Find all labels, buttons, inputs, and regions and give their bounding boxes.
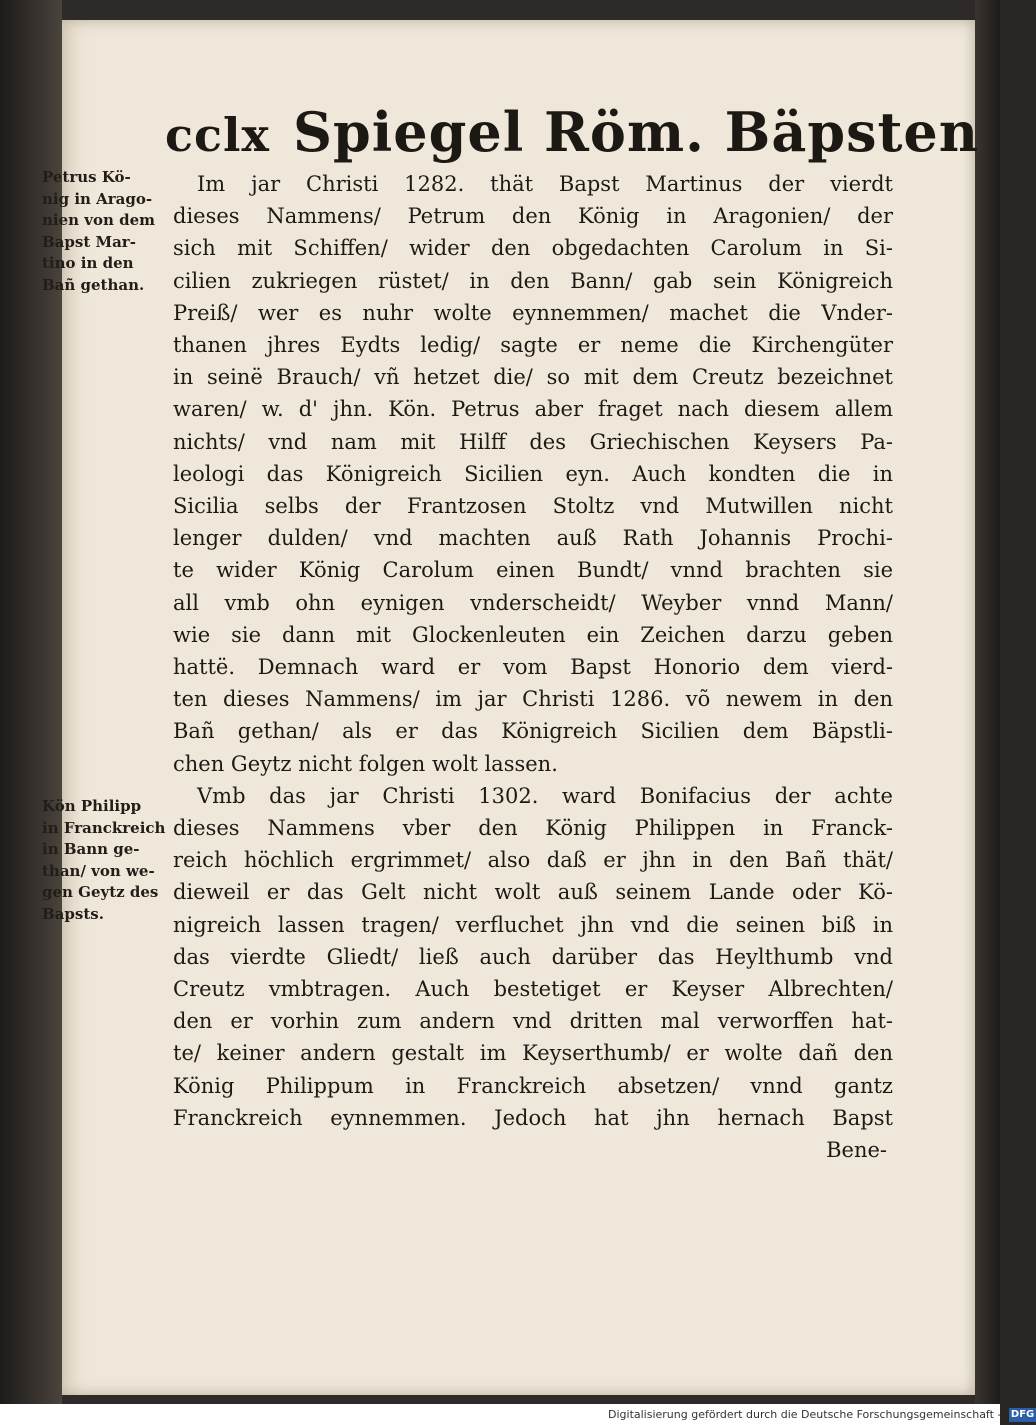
folio-number: cclx (165, 108, 270, 162)
text-line: thanen jhres Eydts ledig/ sagte er neme die Kirchengüter (173, 333, 893, 358)
text-line: all vmb ohn eynigen vnderscheidt/ Weyber vnnd Mann/ (173, 590, 893, 615)
marginal-note-line: Bapsts. (42, 904, 104, 923)
marginal-note-line: in Franckreich (42, 818, 166, 837)
text-line: Im jar Christi 1282. thät Bapst Martinus der vierdt (197, 172, 893, 196)
text-line: dieses Nammens/ Petrum den König in Aragonien/ der (173, 204, 893, 229)
marginal-note-line: nien von dem (42, 211, 156, 229)
text-line: König Philippum in Franckreich absetzen/ vnnd gantz (173, 1073, 893, 1098)
marginal-note-line: than/ von we- (42, 861, 155, 880)
paragraph-1 (173, 168, 893, 780)
digitization-credit (604, 1404, 1035, 1425)
text-line: te wider König Carolum einen Bundt/ vnnd brachten sie (173, 558, 893, 583)
marginal-note-line: Bañ gethan. (42, 275, 145, 294)
text-line: Creutz vmbtragen. Auch bestetiget er Keyser Albrechten/ (173, 977, 893, 1002)
text-line: ten dieses Nammens/ im jar Christi 1286. võ newem in den (173, 687, 893, 712)
text-line: chen Geytz nicht folgen wolt lassen. (173, 751, 558, 776)
marginal-note-line: nig in Arago- (42, 189, 153, 208)
text-line: hattë. Demnach ward er vom Bapst Honorio dem vierd- (173, 655, 893, 680)
text-line: in seinë Brauch/ vñ hetzet die/ so mit dem Creutz bezeichnet (173, 365, 893, 390)
text-line: cilien zukriegen rüstet/ in den Bann/ gab sein Königreich (173, 268, 893, 293)
marginal-note-line: Kön Philipp (42, 797, 142, 815)
text-line: te/ keiner andern gestalt im Keyserthumb/ er wolte dañ den (173, 1041, 893, 1066)
marginal-note-line: Bapst Mar- (42, 232, 136, 251)
text-line: das vierdte Gliedt/ ließ auch darüber das Heylthumb vnd (173, 944, 893, 969)
dfg-logo: DFG (1010, 1409, 1035, 1420)
running-title: Spiegel Röm. Bäpsten (293, 100, 980, 164)
marginal-note-line: Petrus Kö- (42, 168, 131, 186)
text-line: Franckreich eynnemmen. Jedoch hat jhn hernach Bapst (173, 1105, 893, 1130)
text-line: Vmb das jar Christi 1302. ward Bonifacius der achte (197, 783, 893, 808)
text-line: Preiß/ wer es nuhr wolte eynnemmen/ machet die Vnder- (173, 300, 893, 325)
body-text (173, 168, 893, 1166)
paragraph-2 (173, 780, 893, 1134)
text-line: waren/ w. d' jhn. Kön. Petrus aber fraget nach diesem allem (173, 397, 893, 422)
text-line: leologi das Königreich Sicilien eyn. Auch kondten die in (173, 461, 893, 486)
text-line: wie sie dann mit Glockenleuten ein Zeichen darzu geben (173, 622, 893, 647)
marginal-note-line: in Bann ge- (42, 840, 140, 858)
text-line: dieses Nammens vber den König Philippen in Franck- (173, 816, 893, 841)
text-line: Bañ gethan/ als er das Königreich Sicilien dem Bäpstli- (173, 719, 893, 744)
text-line: nigreich lassen tragen/ verfluchet jhn vnd die seinen biß in (173, 912, 893, 937)
text-line: Sicilia selbs der Frantzosen Stoltz vnd Mutwillen nicht (173, 494, 893, 519)
text-line: reich höchlich ergrimmet/ also daß er jhn in den Bañ thät/ (173, 848, 893, 873)
text-line: den er vorhin zum andern vnd dritten mal verworffen hat- (173, 1009, 893, 1034)
marginal-note-2 (42, 796, 165, 925)
credit-text: Digitalisierung gefördert durch die Deutsche Forschungsgemeinschaft - (608, 1408, 1002, 1421)
catchword: Bene- (826, 1138, 887, 1163)
text-line: lenger dulden/ vnd machten auß Rath Johannis Prochi- (173, 526, 893, 551)
text-line: sich mit Schiffen/ wider den obgedachten Carolum in Si- (173, 236, 893, 261)
marginal-note-1 (42, 167, 155, 296)
footer-band (0, 1404, 604, 1425)
scan-border-right (975, 0, 1000, 1425)
text-line: dieweil er das Gelt nicht wolt auß seinem Lande oder Kö- (173, 880, 893, 905)
marginal-note-line: gen Geytz des (42, 883, 159, 901)
text-line: nichts/ vnd nam mit Hilff des Griechischen Keysers Pa- (173, 429, 893, 454)
marginal-note-line: tino in den (42, 254, 134, 272)
